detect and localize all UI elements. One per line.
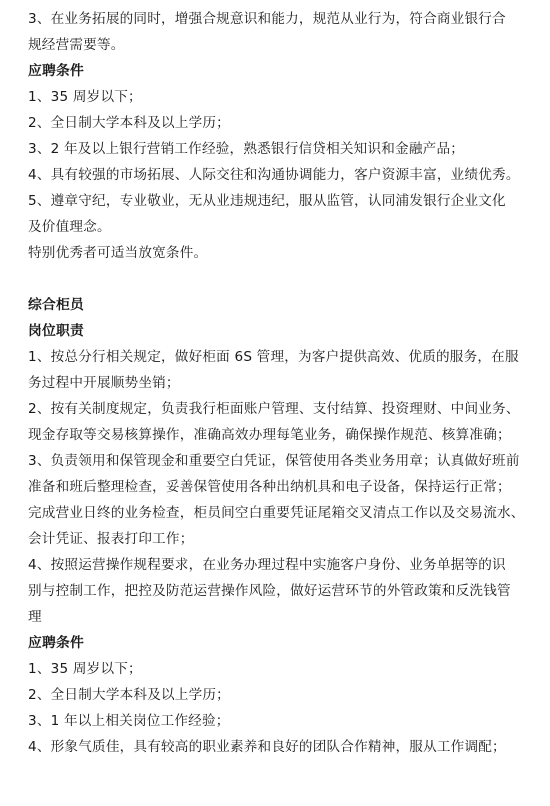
- duty-item-3-line-1: 3、在业务拓展的同时，增强合规意识和能力，规范从业行为，符合商业银行合: [28, 11, 506, 27]
- requirement-item-3: 3、1 年以上相关岗位工作经验；: [28, 713, 230, 729]
- requirement-item-5-line-1: 5、遵章守纪，专业敬业，无从业违规违纪，服从监管，认同浦发银行企业文化: [28, 193, 506, 209]
- duty-item-2-line-2: 现金存取等交易核算操作，准确高效办理每笔业务，确保操作规范、核算准确；: [28, 427, 511, 443]
- duty-item-3-line-2: 规经营需要等。: [28, 37, 125, 53]
- duty-item-1-line-2: 务过程中开展顺势坐销；: [28, 375, 180, 391]
- duty-item-3-line-4: 会计凭证、报表打印工作；: [28, 531, 194, 547]
- duty-item-4-line-2: 别与控制工作，把控及防范运营操作风险，做好运营环节的外管政策和反洗钱管: [28, 583, 511, 599]
- duty-item-2-line-1: 2、按有关制度规定，负责我行柜面账户管理、支付结算、投资理财、中间业务、: [28, 401, 520, 417]
- section-2: [28, 292, 528, 760]
- requirements-heading: 应聘条件: [28, 635, 84, 651]
- requirement-note: 特别优秀者可适当放宽条件。: [28, 245, 208, 261]
- requirement-item-1: 1、35 周岁以下；: [28, 661, 142, 677]
- position-title: 综合柜员: [28, 297, 84, 313]
- duties-heading: 岗位职责: [28, 323, 84, 339]
- requirement-item-2: 2、全日制大学本科及以上学历；: [28, 687, 230, 703]
- requirement-item-1: 1、35 周岁以下；: [28, 89, 142, 105]
- requirement-item-3: 3、2 年及以上银行营销工作经验，熟悉银行信贷相关知识和金融产品；: [28, 141, 465, 157]
- requirement-item-5-line-2: 及价值理念。: [28, 219, 111, 235]
- requirement-item-4: 4、形象气质佳，具有较高的职业素养和良好的团队合作精神，服从工作调配；: [28, 739, 506, 755]
- section-1: [28, 6, 528, 266]
- duty-item-4-line-3: 理: [28, 609, 42, 625]
- duty-item-3-line-2: 准备和班后整理检查，妥善保管使用各种出纳机具和电子设备，保持运行正常；: [28, 479, 511, 495]
- section-spacer: [28, 266, 528, 292]
- duty-item-3-line-3: 完成营业日终的业务检查，柜员间空白重要凭证尾箱交叉清点工作以及交易流水、: [28, 505, 525, 521]
- requirement-item-2: 2、全日制大学本科及以上学历；: [28, 115, 230, 131]
- requirements-heading: 应聘条件: [28, 63, 84, 79]
- duty-item-3-line-1: 3、负责领用和保管现金和重要空白凭证，保管使用各类业务用章；认真做好班前: [28, 453, 520, 469]
- requirement-item-4: 4、具有较强的市场拓展、人际交往和沟通协调能力，客户资源丰富，业绩优秀。: [28, 167, 520, 183]
- duty-item-4-line-1: 4、按照运营操作规程要求，在业务办理过程中实施客户身份、业务单据等的识: [28, 557, 506, 573]
- duty-item-1-line-1: 1、按总分行相关规定，做好柜面 6S 管理，为客户提供高效、优质的服务，在服: [28, 349, 519, 365]
